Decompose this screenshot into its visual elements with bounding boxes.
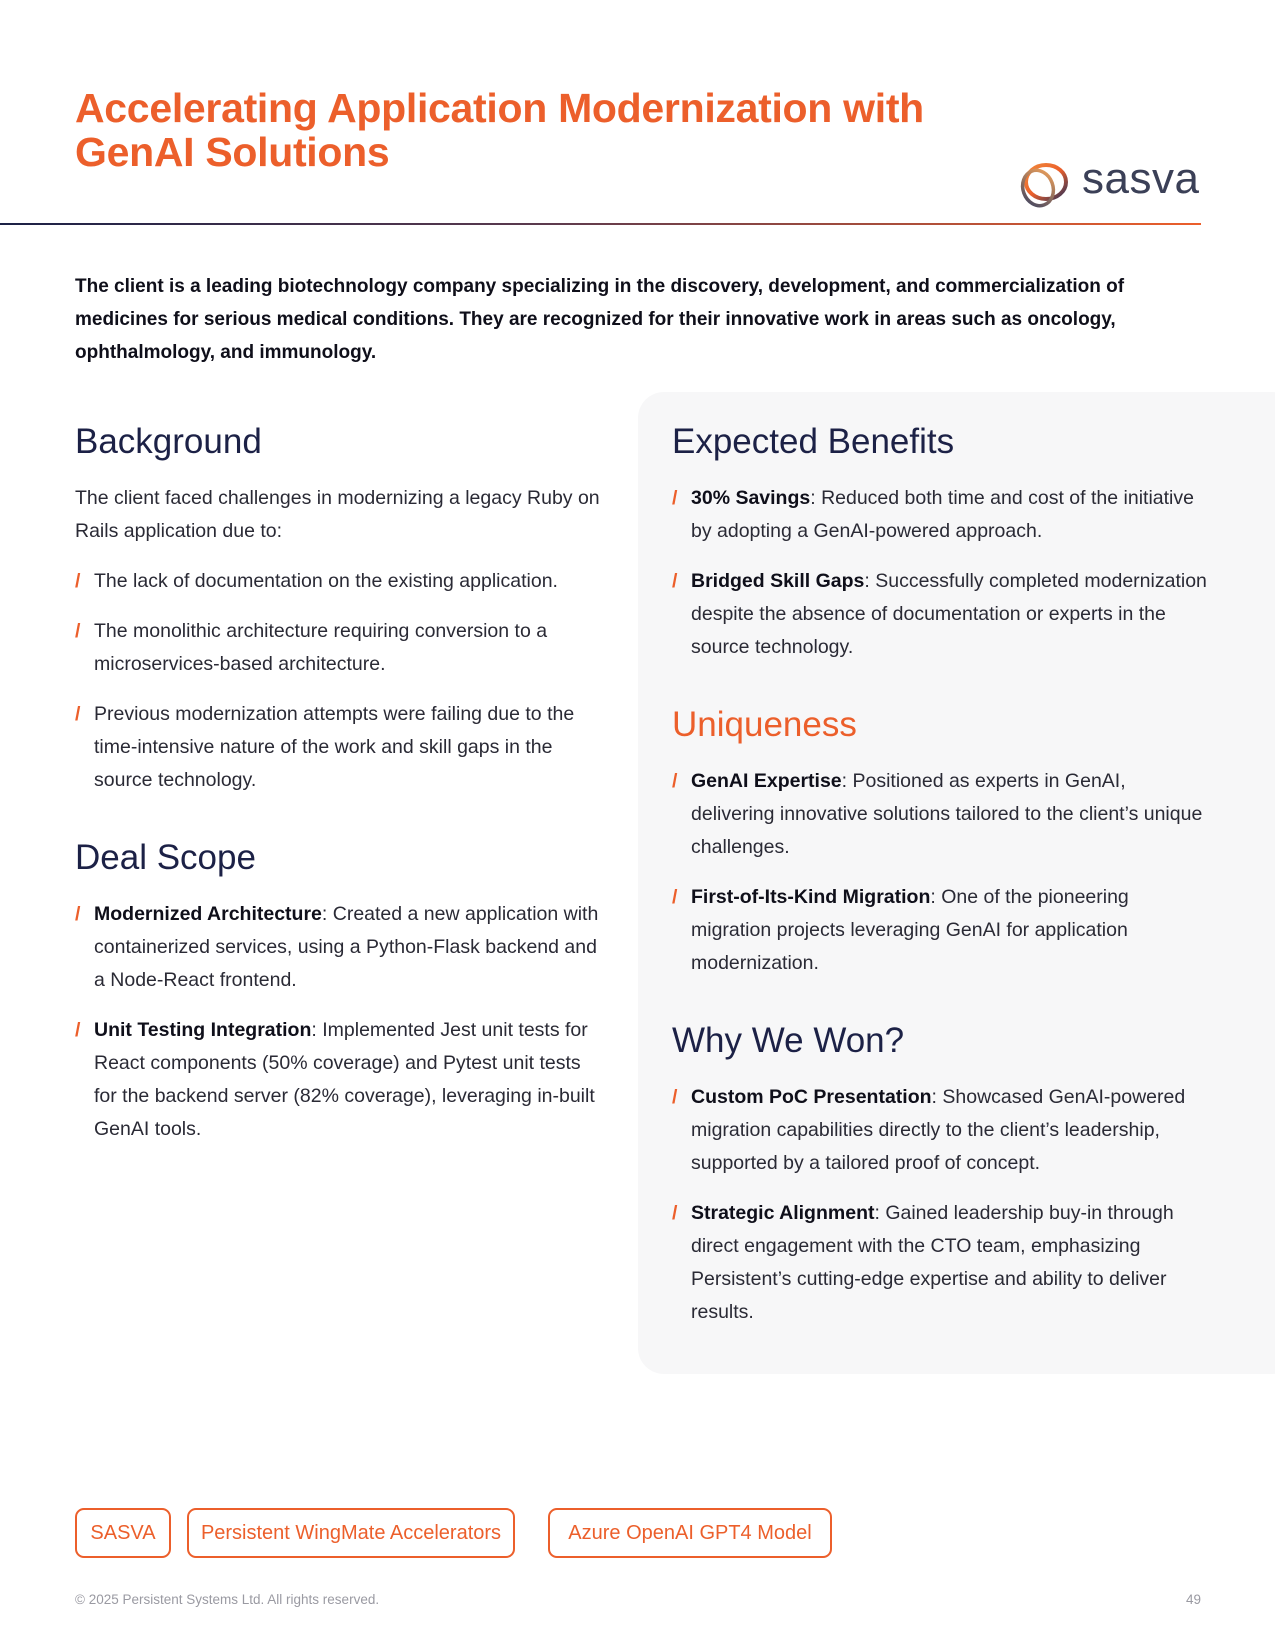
logo-wordmark: sasva (1082, 154, 1200, 203)
list-item: / The monolithic architecture requiring conversion to a microservices-based architecture. (75, 615, 605, 681)
sasva-logo-icon (1016, 160, 1070, 210)
slash-bullet: / (75, 570, 81, 592)
item-label: Bridged Skill Gaps (691, 570, 865, 592)
slash-bullet: / (672, 886, 678, 908)
slash-bullet: / (672, 487, 678, 509)
slash-bullet: / (672, 570, 678, 592)
slash-bullet: / (75, 1019, 81, 1041)
uniqueness-section (672, 703, 1212, 980)
slash-bullet: / (75, 620, 81, 642)
sasva-logo (1016, 154, 1202, 210)
list-item: / GenAI Expertise: Positioned as experts in GenAI, delivering innovative solutions tailored to the client’s unique challenges. (672, 765, 1212, 864)
uniqueness-heading: Uniqueness (672, 705, 857, 744)
slash-bullet: / (672, 1086, 678, 1108)
item-label: First-of-Its-Kind Migration (691, 886, 931, 908)
list-item: / The lack of documentation on the existing application. (75, 565, 605, 598)
why-we-won-list (672, 1081, 1212, 1329)
item-label: GenAI Expertise (691, 770, 842, 792)
tag-azure-openai: Azure OpenAI GPT4 Model (548, 1508, 832, 1558)
list-item: / 30% Savings: Reduced both time and cost of the initiative by adopting a GenAI-powered approach. (672, 482, 1212, 548)
page-title: Accelerating Application Modernization with GenAI Solutions (75, 85, 924, 175)
list-item: / Bridged Skill Gaps: Successfully completed modernization despite the absence of documentation or experts in the source technology. (672, 565, 1212, 664)
why-we-won-heading: Why We Won? (672, 1021, 905, 1060)
background-section (75, 420, 605, 797)
list-item: / Custom PoC Presentation: Showcased GenAI-powered migration capabilities directly to the client’s leadership, supported by a tailored proof of concept. (672, 1081, 1212, 1180)
expected-benefits-section (672, 420, 1212, 664)
background-text: The client faced challenges in modernizing a legacy Ruby on Rails application due to: (75, 487, 600, 542)
slash-bullet: / (672, 770, 678, 792)
item-label: Custom PoC Presentation (691, 1086, 932, 1108)
item-label: Modernized Architecture (94, 903, 322, 925)
item-label: Strategic Alignment (691, 1202, 875, 1224)
item-label: 30% Savings (691, 487, 811, 509)
list-item: / Unit Testing Integration: Implemented Jest unit tests for React components (50% coverage) and Pytest unit tests for the backend server (82% coverage), leveraging in-built GenAI tools. (75, 1014, 605, 1146)
item-label: Unit Testing Integration (94, 1019, 312, 1041)
list-item: / Previous modernization attempts were failing due to the time-intensive nature of the work and skill gaps in the source technology. (75, 698, 605, 797)
left-column (75, 420, 605, 1163)
list-item: / Strategic Alignment: Gained leadership buy-in through direct engagement with the CTO team, emphasizing Persistent’s cutting-edge expertise and ability to deliver results. (672, 1197, 1212, 1329)
deal-scope-heading: Deal Scope (75, 838, 256, 877)
slash-bullet: / (75, 903, 81, 925)
header-divider (0, 223, 1201, 225)
intro-paragraph: The client is a leading biotechnology company specializing in the discovery, development, and commercialization of medicines for serious medical conditions. They are recognized for their innovative work in areas such as oncology, ophthalmology, and immunology. (75, 276, 1125, 363)
why-we-won-section (672, 1019, 1212, 1329)
tag-sasva: SASVA (75, 1508, 171, 1558)
list-item: / First-of-Its-Kind Migration: One of the pioneering migration projects leveraging GenAI for application modernization. (672, 881, 1212, 980)
uniqueness-list (672, 765, 1212, 980)
deal-scope-section (75, 836, 605, 1146)
expected-benefits-list (672, 482, 1212, 664)
list-item: / Modernized Architecture: Created a new application with containerized services, using a Python-Flask backend and a Node-React frontend. (75, 898, 605, 997)
slash-bullet: / (75, 703, 81, 725)
tag-persistent-wingmate: Persistent WingMate Accelerators (187, 1508, 515, 1558)
deal-scope-list (75, 898, 605, 1146)
footer-copyright: © 2025 Persistent Systems Ltd. All rights reserved. (75, 1592, 380, 1607)
page-number: 49 (1185, 1592, 1201, 1607)
background-list (75, 565, 605, 797)
right-column (672, 420, 1212, 1346)
slash-bullet: / (672, 1202, 678, 1224)
expected-benefits-heading: Expected Benefits (672, 422, 955, 461)
background-heading: Background (75, 422, 262, 461)
